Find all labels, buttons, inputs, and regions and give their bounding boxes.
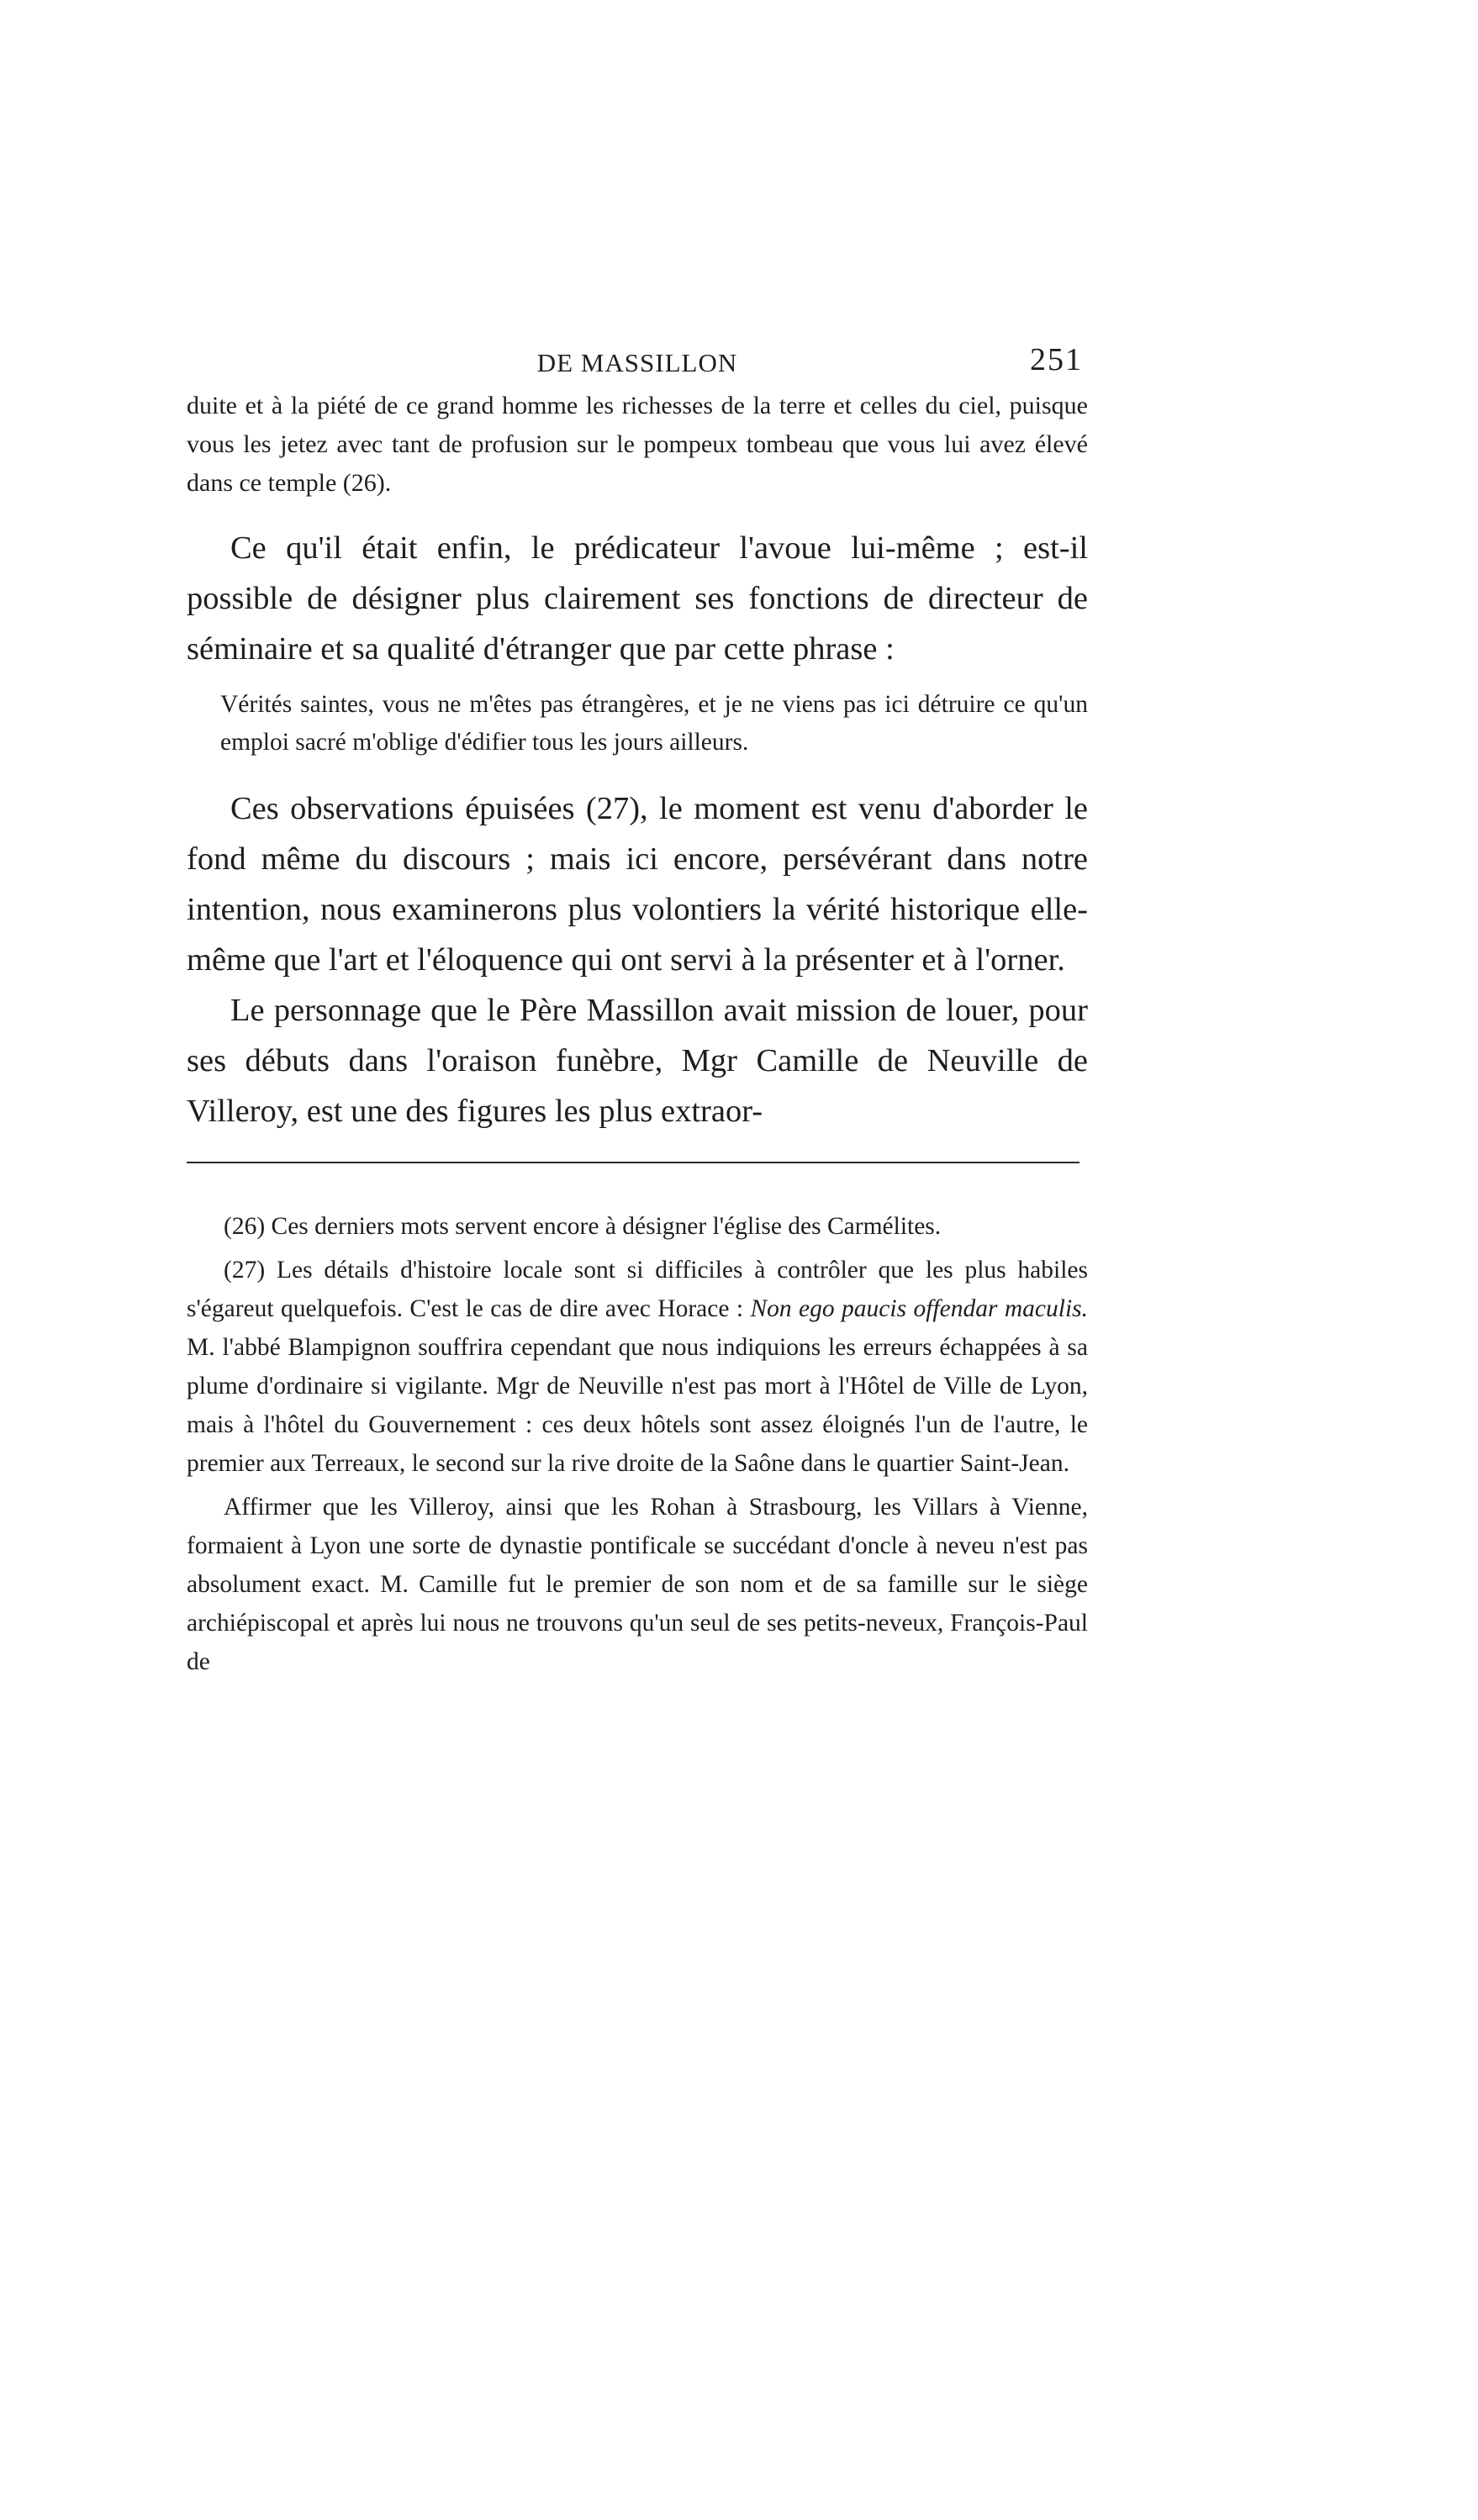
page-number: 251: [1030, 342, 1083, 377]
quoted-citation: Vérités saintes, vous ne m'êtes pas étrangères, et je ne viens pas ici détruire ce qu'un emploi sacré m'oblige d'édifier tous les jours ailleurs.: [220, 691, 1088, 756]
footnote-27: [187, 1251, 1088, 1483]
footnote-27-horace-quote: Non ego paucis offendar maculis.: [750, 1295, 1088, 1322]
footnote-26: (26) Ces derniers mots servent encore à désigner l'église des Carmélites.: [224, 1213, 942, 1240]
running-head: [187, 336, 1088, 387]
body-paragraph: Ce qu'il était enfin, le prédicateur l'avoue lui-même ; est-il possible de désigner plus clairement ses fonctions de directeur de séminaire et sa qualité d'étranger que par cette phrase :: [187, 530, 1088, 667]
quotation-continuation: duite et à la piété de ce grand homme les richesses de la terre et celles du ciel, puisque vous les jetez avec tant de profusion sur le pompeux tombeau que vous lui avez élevé dans ce temple (26).: [187, 392, 1088, 497]
running-head-title: DE MASSILLON: [536, 348, 738, 377]
footnote-27-text-cont: M. l'abbé Blampignon souffrira cependant que nous indiquions les erreurs échappées à sa plume d'ordinaire si vigilante. Mgr de Neuville n'est pas mort à l'Hôtel de Ville de Lyon, mais à l'hôtel du Gouvernement : ces deux hôtels sont assez éloignés l'un de l'autre, le premier aux Terreaux, le second sur la rive droite de la Saône dans le quartier Saint-Jean.: [187, 1334, 1088, 1477]
footnote-27-text: (27) Les détails d'histoire locale sont si difficiles à contrôler que les plus habiles s'égareut quelquefois. C'est le cas de dire avec Horace :: [187, 1257, 1088, 1322]
footnote-27-continuation: Affirmer que les Villeroy, ainsi que les Rohan à Strasbourg, les Villars à Vienne, formaient à Lyon une sorte de dynastie pontificale se succédant d'oncle à neveu n'est pas absolument exact. M. Camille fut le premier de son nom et de sa famille sur le siège archiépiscopal et après lui nous ne trouvons qu'un seul de ses petits-neveux, François-Paul de: [187, 1494, 1088, 1675]
body-paragraph: Ces observations épuisées (27), le moment est venu d'aborder le fond même du discours ; mais ici encore, persévérant dans notre intention, nous examinerons plus volontiers la vérité historique elle-même que l'art et l'éloquence qui ont servi à la présenter et à l'orner.: [187, 791, 1088, 978]
book-page: [187, 336, 1088, 1681]
body-paragraph: Le personnage que le Père Massillon avait mission de louer, pour ses débuts dans l'oraison funèbre, Mgr Camille de Neuville de Villeroy, est une des figures les plus extraor-: [187, 993, 1088, 1129]
footnote-separator: [187, 1162, 1079, 1163]
